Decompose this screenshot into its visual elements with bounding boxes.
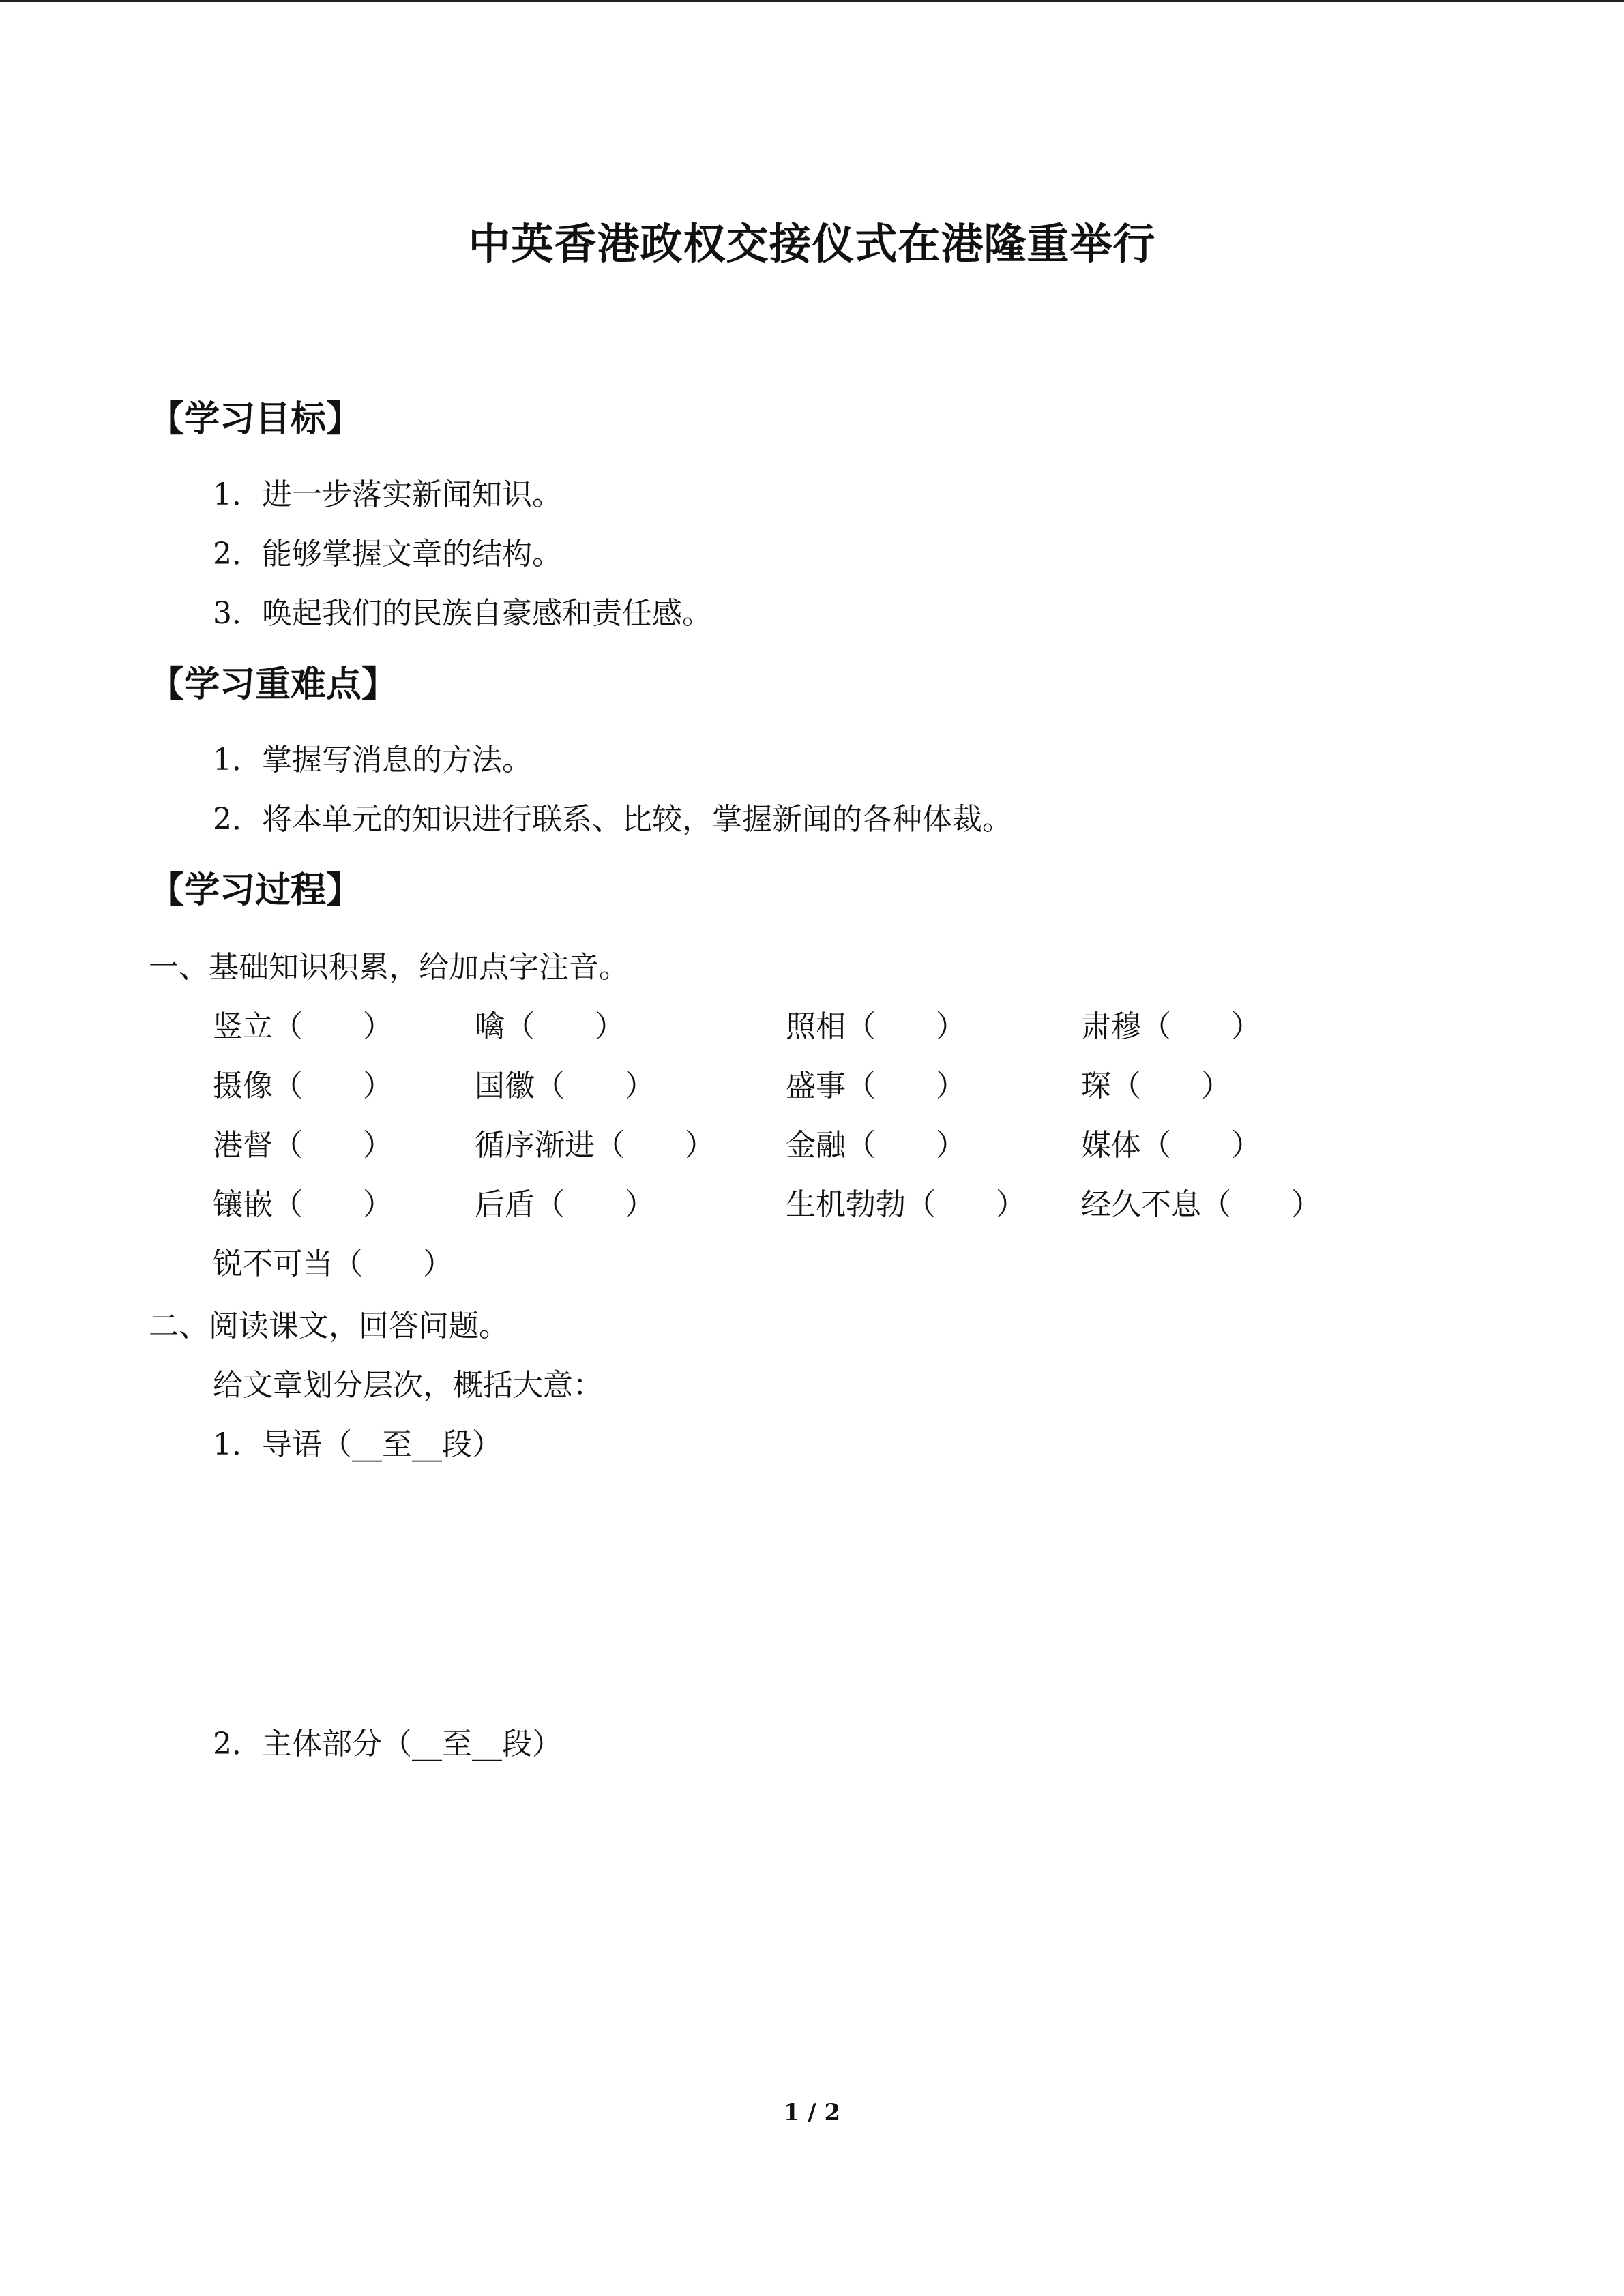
pinyin-item: 媒体（ ） <box>1081 1128 1261 1163</box>
goal-item-3: 3．唤起我们的民族自豪感和责任感。 <box>213 596 712 631</box>
goal-item-2: 2．能够掌握文章的结构。 <box>213 537 562 571</box>
pinyin-item: 照相（ ） <box>786 1009 966 1044</box>
pinyin-item: 噙（ ） <box>475 1009 625 1044</box>
part2-label: 二、阅读课文，回答问题。 <box>149 1309 509 1343</box>
pinyin-item: 摄像（ ） <box>213 1069 393 1103</box>
pinyin-item: 国徽（ ） <box>475 1069 655 1103</box>
pinyin-item: 经久不息（ ） <box>1081 1187 1321 1222</box>
pinyin-item: 肃穆（ ） <box>1081 1009 1261 1044</box>
heading-learning-goals: 【学习目标】 <box>149 399 362 440</box>
document-title: 中英香港政权交接仪式在港隆重举行 <box>468 219 1156 269</box>
heading-learning-process: 【学习过程】 <box>149 870 362 911</box>
pinyin-item: 后盾（ ） <box>475 1187 655 1222</box>
pinyin-item: 金融（ ） <box>786 1128 966 1163</box>
goal-item-1: 1．进一步落实新闻知识。 <box>213 477 562 512</box>
heading-key-points: 【学习重难点】 <box>149 664 398 705</box>
pinyin-item: 生机勃勃（ ） <box>786 1187 1026 1222</box>
key-point-item-2: 2．将本单元的知识进行联系、比较，掌握新闻的各种体裁。 <box>213 802 1012 837</box>
question-body: 2．主体部分（__至__段） <box>213 1727 562 1761</box>
question-lead: 1．导语（__至__段） <box>213 1427 502 1462</box>
part1-label: 一、基础知识积累，给加点字注音。 <box>149 950 629 985</box>
page-top-border <box>0 0 1624 2</box>
pinyin-item: 港督（ ） <box>213 1128 393 1163</box>
pinyin-item: 竖立（ ） <box>213 1009 393 1044</box>
key-point-item-1: 1．掌握写消息的方法。 <box>213 743 532 777</box>
pinyin-item: 盛事（ ） <box>786 1069 966 1103</box>
page-number: 1 / 2 <box>783 2099 841 2126</box>
pinyin-item: 镶嵌（ ） <box>213 1187 393 1222</box>
pinyin-item: 循序渐进（ ） <box>475 1128 715 1163</box>
pinyin-item: 琛（ ） <box>1081 1069 1231 1103</box>
part2-instruction: 给文章划分层次，概括大意： <box>213 1368 603 1403</box>
pinyin-item: 锐不可当（ ） <box>213 1247 453 1281</box>
